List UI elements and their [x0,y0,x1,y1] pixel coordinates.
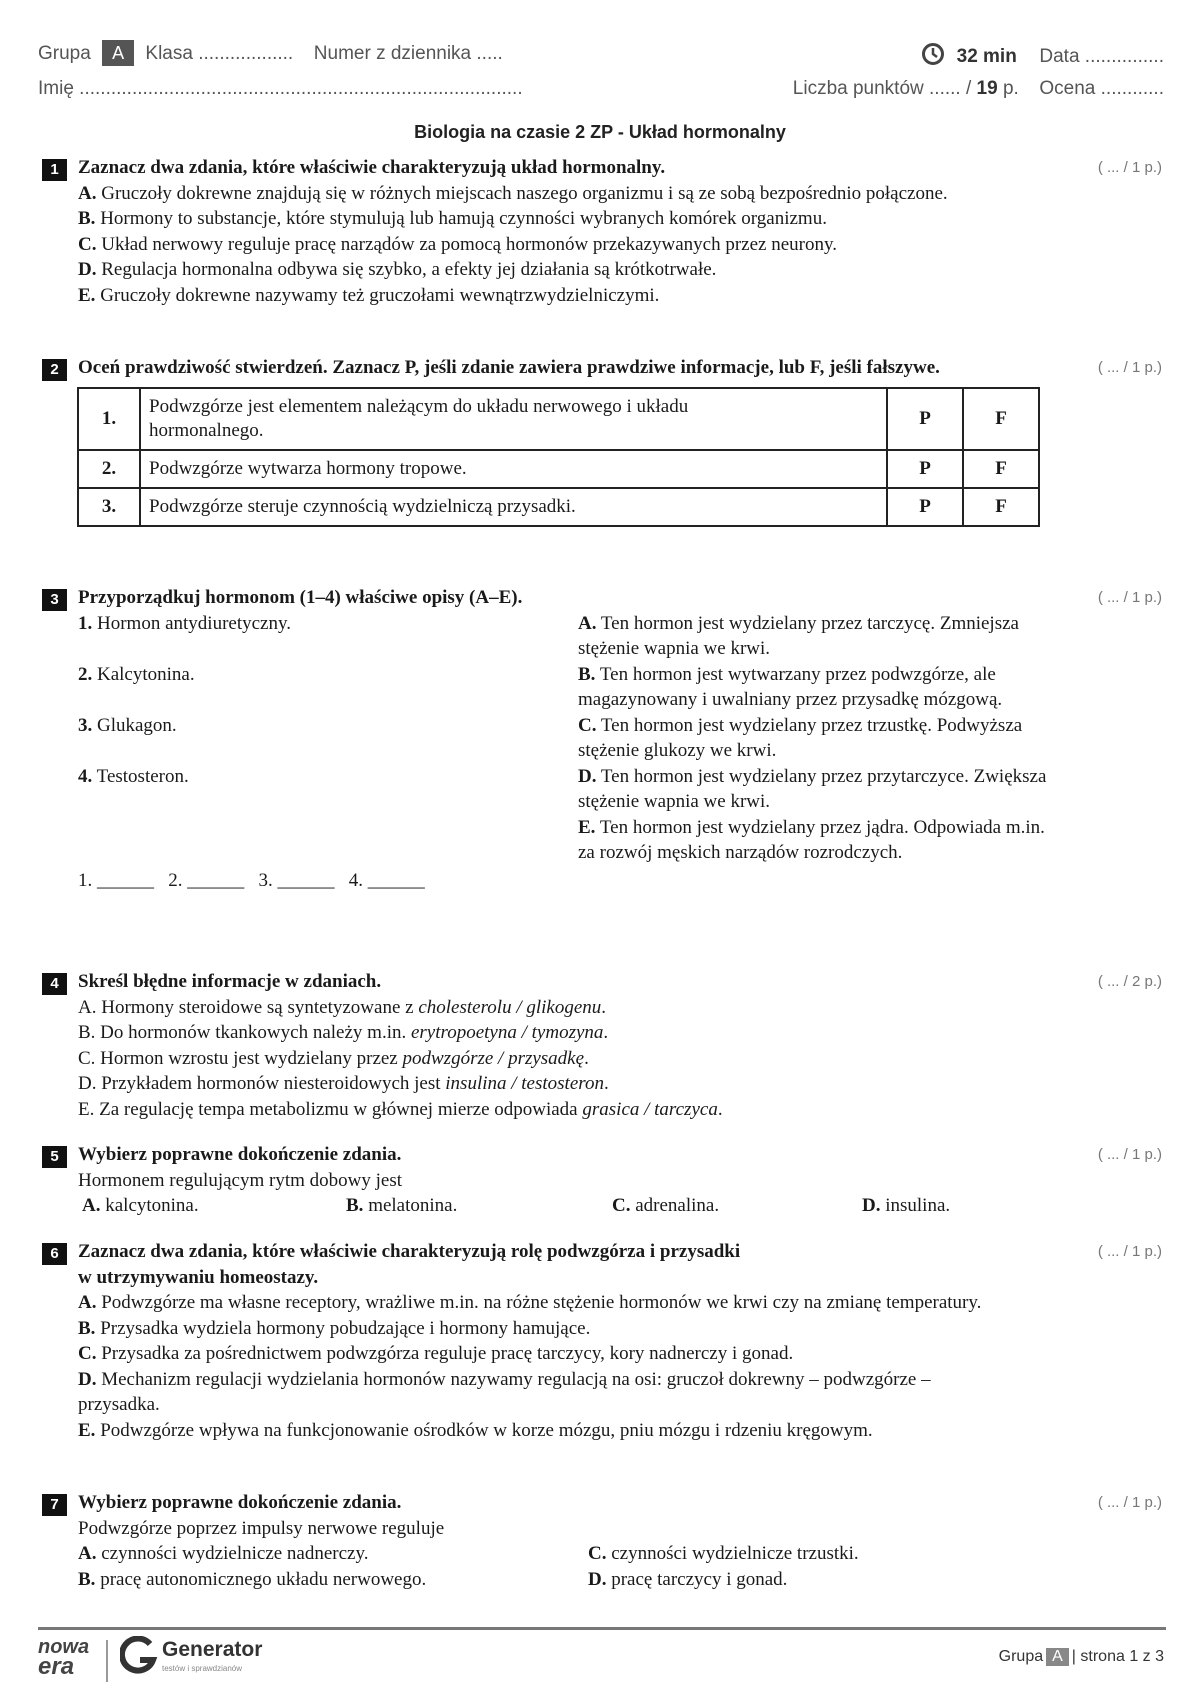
nowa-era-logo: nowa era [38,1636,90,1680]
task-7 [42,1490,1162,1592]
sentence: B. Do hormonów tkankowych należy m.in. erytropoetyna / tymozyna. [78,1022,609,1043]
sentence: D. Przykładem hormonów niesteroidowych jest insulina / testosteron. [78,1073,609,1094]
task-5 [42,1142,1162,1219]
task-number: 4 [42,973,67,995]
matching-option: B. Ten hormon jest wytwarzany przez podwzgórze, ale magazynowany i uwalniany przez przysadkę mózgową. [578,663,1003,710]
true-option[interactable]: P [887,388,963,450]
task-number: 5 [42,1146,67,1168]
task-points: ( ... / 1 p.) [1097,359,1162,376]
false-option[interactable]: F [963,488,1039,526]
footer-divider [38,1627,1166,1630]
task-question: Zaznacz dwa zdania, które właściwie charakteryzują układ hormonalny. [78,157,666,178]
header-time-date [921,42,1164,72]
matching-option: E. Ten hormon jest wydzielany przez jądra. Odpowiada m.in. za rozwój męskich narządów rozrodczych. [578,816,1045,863]
option[interactable]: E. Podwzgórze wpływa na funkcjonowanie ośrodków w korze mózgu, pniu mózgu i rdzeniu kręgowym. [78,1419,873,1441]
page-title: Biologia na czasie 2 ZP - Układ hormonalny [414,122,786,142]
matching-item: 1. Hormon antydiuretyczny. [78,612,291,634]
strike-choice[interactable]: grasica / tarczyca [582,1098,718,1120]
option[interactable]: B. pracę autonomicznego układu nerwowego. [78,1568,427,1590]
task-3 [42,585,1162,893]
true-false-table [77,387,1040,527]
points-total: 19 [976,78,998,99]
option[interactable]: B. Przysadka wydziela hormony pobudzające i hormony hamujące. [78,1317,591,1339]
clock-icon [921,42,945,72]
footer-page-info: Grupa A | strona 1 z 3 [998,1648,1164,1665]
matching-option: D. Ten hormon jest wydzielany przez przytarczyce. Zwiększa stężenie wapnia we krwi. [578,765,1047,812]
task-4 [42,969,1162,1122]
task-2 [42,355,1162,527]
option[interactable]: C. czynności wydzielnicze trzustki. [588,1543,859,1564]
task-stem: Hormonem regulującym rytm dobowy jest [78,1169,402,1191]
task-points: ( ... / 1 p.) [1097,1243,1162,1260]
option[interactable]: C. Układ nerwowy reguluje pracę narządów za pomocą hormonów przekazywanych przez neurony. [78,233,837,255]
group-badge: A [1046,1648,1069,1666]
option[interactable]: D. Mechanizm regulacji wydzielania hormonów nazywamy regulacją na osi: gruczoł dokrewny – podwzgórze – przysadka. [78,1368,931,1415]
option[interactable]: C. Przysadka za pośrednictwem podwzgórza reguluje pracę tarczycy, kory nadnerczy i gonad. [78,1343,794,1364]
option[interactable]: C. adrenalina. [612,1195,720,1216]
task-number: 6 [42,1243,67,1265]
task-question: Oceń prawdziwość stwierdzeń. Zaznacz P, jeśli zdanie zawiera prawdziwe informacje, lub F, jeśli fałszywe. [78,357,940,378]
true-option[interactable]: P [887,450,963,488]
matching-option: C. Ten hormon jest wydzielany przez trzustkę. Podwyższa stężenie glukozy we krwi. [578,714,1023,761]
task-question: Wybierz poprawne dokończenie zdania. [78,1144,402,1165]
task-points: ( ... / 1 p.) [1097,1146,1162,1163]
table-row: 3. Podwzgórze steruje czynnością wydzielniczą przysadki. P F [78,488,1039,526]
strike-choice[interactable]: insulina / testosteron [445,1073,604,1094]
generator-icon [120,1636,158,1676]
task-points: ( ... / 2 p.) [1097,973,1162,990]
table-row: 2. Podwzgórze wytwarza hormony tropowe. P F [78,450,1039,488]
answer-blanks[interactable]: 1. ______ 2. ______ 3. ______ 4. ______ [78,869,425,891]
grade-field: Ocena ............ [1039,78,1164,99]
group-label: Grupa [38,43,91,64]
name-field: Imię .................................................................................... [38,78,523,99]
matching-item: 2. Kalcytonina. [78,663,195,685]
task-points: ( ... / 1 p.) [1097,1494,1162,1511]
option[interactable]: D. Regulacja hormonalna odbywa się szybko, a efekty jej działania są krótkotrwałe. [78,259,717,280]
task-number: 2 [42,359,67,381]
points-field: Liczba punktów ...... / [792,78,972,99]
task-number: 7 [42,1494,67,1516]
strike-choice[interactable]: erytropoetyna / tymozyna [410,1022,604,1043]
task-question: Wybierz poprawne dokończenie zdania. [78,1492,402,1513]
sentence: E. Za regulację tempa metabolizmu w głównej mierze odpowiada grasica / tarczyca. [78,1098,723,1120]
task-question-cont: w utrzymywaniu homeostazy. [78,1266,319,1288]
task-question: Zaznacz dwa zdania, które właściwie charakteryzują rolę podwzgórza i przysadki [78,1241,741,1262]
option[interactable]: B. melatonina. [346,1195,458,1216]
task-question: Skreśl błędne informacje w zdaniach. [78,971,382,992]
true-option[interactable]: P [887,488,963,526]
option[interactable]: A. Gruczoły dokrewne znajdują się w różnych miejscach naszego organizmu i są ze sobą bezpośrednio połączone. [78,182,948,204]
matching-option: A. Ten hormon jest wydzielany przez tarczycę. Zmniejsza stężenie wapnia we krwi. [578,612,1019,659]
option[interactable]: B. Hormony to substancje, które stymulują lub hamują czynności wybranych komórek organizmu. [78,208,827,229]
logo-separator [106,1640,108,1682]
page-number: | strona 1 z 3 [1071,1648,1164,1665]
date-field: Data ............... [1039,46,1164,68]
option[interactable]: E. Gruczoły dokrewne nazywamy też gruczołami wewnątrzwydzielniczymi. [78,284,660,306]
class-field: Klasa .................. [145,43,294,64]
option[interactable]: D. pracę tarczycy i gonad. [588,1568,788,1590]
task-points: ( ... / 1 p.) [1097,589,1162,606]
matching-item: 3. Glukagon. [78,714,177,736]
table-row: 1. Podwzgórze jest elementem należącym do układu nerwowego i układu hormonalnego. P F [78,388,1039,450]
sentence: C. Hormon wzrostu jest wydzielany przez podwzgórze / przysadkę. [78,1047,589,1069]
option[interactable]: A. kalcytonina. [82,1195,199,1216]
matching-item: 4. Testosteron. [78,765,189,787]
header-group-row [38,40,503,66]
task-question: Przyporządkuj hormonom (1–4) właściwe opisy (A–E). [78,587,523,608]
task-6 [42,1239,1162,1443]
option[interactable]: A. czynności wydzielnicze nadnerczy. [78,1543,369,1564]
strike-choice[interactable]: cholesterolu / glikogenu [418,996,602,1018]
task-1 [42,155,1162,308]
task-stem: Podwzgórze poprzez impulsy nerwowe reguluje [78,1517,445,1539]
false-option[interactable]: F [963,450,1039,488]
task-points: ( ... / 1 p.) [1097,159,1162,176]
task-number: 1 [42,159,67,181]
task-number: 3 [42,589,67,611]
sentence: A. Hormony steroidowe są syntetyzowane z cholesterolu / glikogenu. [78,996,607,1018]
false-option[interactable]: F [963,388,1039,450]
generator-logo: Generator testów i sprawdzianów [120,1636,158,1681]
strike-choice[interactable]: podwzgórze / przysadkę [402,1047,585,1069]
option[interactable]: D. insulina. [862,1195,951,1216]
register-number-field: Numer z dziennika ..... [313,43,503,64]
points-suffix: p. [1002,78,1019,99]
option[interactable]: A. Podwzgórze ma własne receptory, wrażliwe m.in. na różne stężenie hormonów we krwi czy na zmianę temperatury. [78,1292,982,1313]
time-limit: 32 min [956,46,1017,68]
header-score [793,78,1164,100]
group-badge: A [102,40,134,66]
